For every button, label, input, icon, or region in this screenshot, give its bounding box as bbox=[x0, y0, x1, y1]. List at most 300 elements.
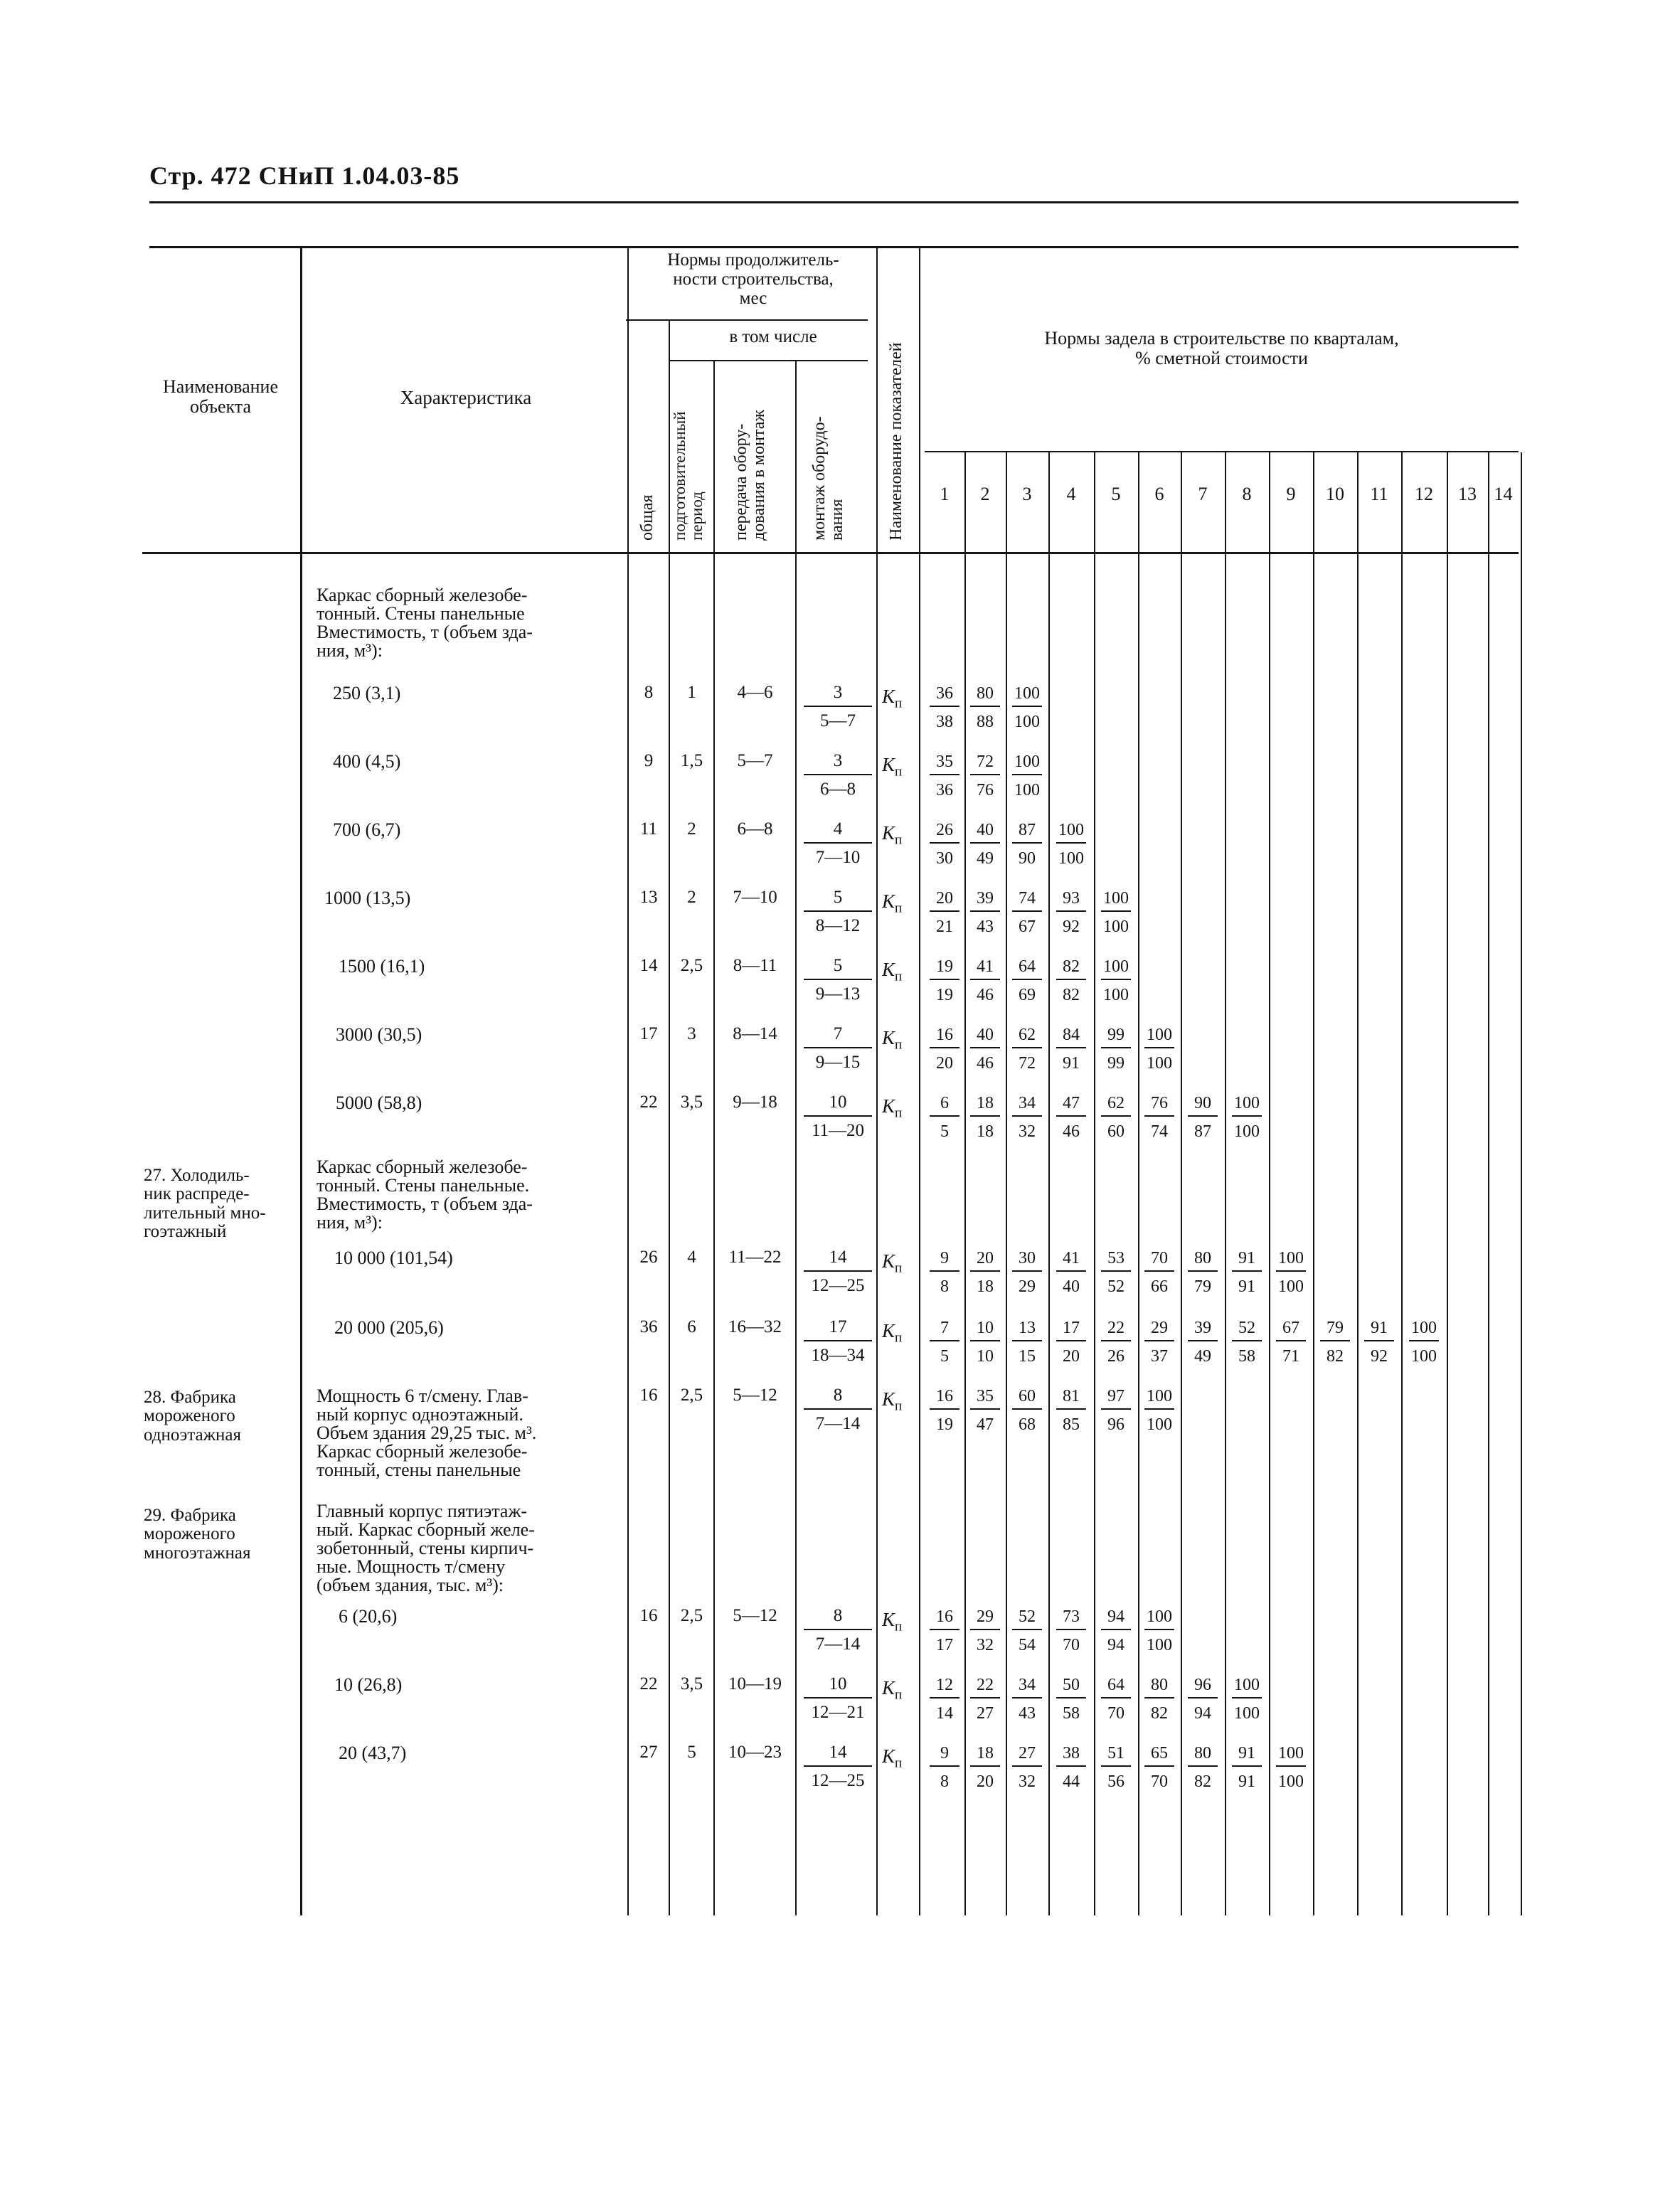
quarter-value-top: 100 bbox=[1276, 1744, 1306, 1767]
indicator-letter: К bbox=[882, 1095, 895, 1117]
quarter-value bbox=[1009, 957, 1045, 1005]
quarter-value-bottom: 19 bbox=[936, 986, 953, 1004]
quarter-value bbox=[1098, 1094, 1134, 1142]
quarter-value-top: 52 bbox=[1232, 1319, 1262, 1341]
quarter-value-bottom: 82 bbox=[1194, 1772, 1211, 1791]
quarter-value-top: 67 bbox=[1276, 1319, 1306, 1341]
quarter-col-divider bbox=[1138, 452, 1139, 1915]
quarter-value-top: 97 bbox=[1101, 1387, 1131, 1410]
quarter-value-top: 91 bbox=[1364, 1319, 1394, 1341]
header-total: общая bbox=[638, 494, 656, 541]
quarter-value-bottom: 79 bbox=[1194, 1277, 1211, 1296]
indicator-kp bbox=[882, 959, 902, 984]
total-duration: 26 bbox=[639, 1248, 658, 1267]
quarter-value-top: 39 bbox=[970, 889, 1000, 912]
quarter-value bbox=[1053, 1094, 1089, 1142]
quarter-value bbox=[1098, 1676, 1134, 1723]
quarter-value-top: 27 bbox=[1012, 1744, 1042, 1767]
prep-period: 3,5 bbox=[680, 1674, 703, 1694]
header-rule bbox=[149, 201, 1519, 203]
header-prep: подготовительный период bbox=[671, 411, 706, 541]
row-label: 20 000 (205,6) bbox=[334, 1317, 444, 1338]
transfer-period: 5—12 bbox=[733, 1386, 777, 1405]
quarter-number: 14 bbox=[1494, 484, 1513, 504]
quarter-value-bottom: 67 bbox=[1019, 918, 1036, 936]
quarter-number: 13 bbox=[1458, 484, 1477, 504]
quarter-value-bottom: 49 bbox=[1194, 1347, 1211, 1366]
total-duration: 9 bbox=[644, 751, 654, 770]
quarter-value-bottom: 8 bbox=[940, 1277, 949, 1296]
quarter-value bbox=[1098, 957, 1134, 1005]
col-divider-name bbox=[300, 248, 302, 1915]
quarter-value bbox=[1009, 1676, 1045, 1723]
quarter-value-top: 34 bbox=[1012, 1094, 1042, 1117]
install-bottom: 5—7 bbox=[820, 711, 856, 730]
total-duration: 22 bbox=[639, 1674, 658, 1694]
indicator-kp bbox=[882, 686, 902, 711]
quarter-value-top: 100 bbox=[1232, 1676, 1262, 1698]
quarter-value bbox=[1229, 1094, 1265, 1142]
quarter-value bbox=[1009, 1607, 1045, 1655]
quarter-number: 9 bbox=[1286, 484, 1296, 504]
install-top: 17 bbox=[804, 1317, 872, 1341]
quarter-number: 8 bbox=[1242, 484, 1252, 504]
quarter-value-top: 50 bbox=[1056, 1676, 1086, 1698]
quarter-value-top: 100 bbox=[1101, 889, 1131, 912]
quarter-value-bottom: 92 bbox=[1371, 1347, 1388, 1366]
indicator-subscript: п bbox=[894, 1398, 903, 1414]
quarter-value-top: 18 bbox=[970, 1744, 1000, 1767]
total-duration: 27 bbox=[639, 1743, 658, 1762]
quarter-value-top: 9 bbox=[930, 1744, 959, 1767]
indicator-letter: К bbox=[882, 1027, 895, 1048]
install-period bbox=[804, 1092, 872, 1141]
prep-period: 5 bbox=[687, 1743, 696, 1762]
section-29-name: 29. Фабрика мороженого многоэтажная bbox=[144, 1506, 251, 1563]
quarter-col-divider bbox=[1094, 452, 1095, 1915]
install-bottom: 7—14 bbox=[815, 1414, 861, 1433]
quarter-value-top: 65 bbox=[1144, 1744, 1174, 1767]
quarter-value-top: 93 bbox=[1056, 889, 1086, 912]
quarter-value-top: 40 bbox=[970, 1026, 1000, 1048]
indicator-subscript: п bbox=[894, 969, 903, 984]
install-bottom: 9—13 bbox=[815, 984, 861, 1004]
indicator-kp bbox=[882, 1609, 902, 1634]
row-label: 10 000 (101,54) bbox=[334, 1248, 453, 1268]
quarter-col-divider bbox=[1313, 452, 1314, 1915]
transfer-period: 8—11 bbox=[733, 956, 777, 975]
header-indicator: Наименование показателей bbox=[887, 342, 905, 541]
quarter-value-top: 26 bbox=[930, 821, 959, 844]
quarter-value-bottom: 100 bbox=[1103, 986, 1129, 1004]
quarter-number: 7 bbox=[1198, 484, 1208, 504]
indicator-letter: К bbox=[882, 686, 895, 707]
indicator-letter: К bbox=[882, 822, 895, 844]
quarter-value-top: 17 bbox=[1056, 1319, 1086, 1341]
install-top: 7 bbox=[804, 1024, 872, 1048]
total-duration: 14 bbox=[639, 956, 658, 975]
install-bottom: 11—20 bbox=[811, 1121, 865, 1140]
indicator-kp bbox=[882, 754, 902, 780]
quarter-value-bottom: 58 bbox=[1238, 1347, 1255, 1366]
prep-period: 4 bbox=[687, 1248, 696, 1267]
quarter-value bbox=[1009, 1026, 1045, 1073]
quarter-value-top: 100 bbox=[1012, 753, 1042, 775]
quarter-value-bottom: 88 bbox=[977, 713, 994, 731]
quarter-value bbox=[927, 1319, 962, 1366]
indicator-letter: К bbox=[882, 1388, 895, 1410]
quarter-number: 10 bbox=[1326, 484, 1344, 504]
prep-period: 2 bbox=[687, 819, 696, 839]
transfer-period: 5—12 bbox=[733, 1606, 777, 1625]
transfer-period: 11—22 bbox=[728, 1248, 782, 1267]
quarter-value-bottom: 47 bbox=[977, 1415, 994, 1434]
quarter-value bbox=[1053, 1026, 1089, 1073]
quarter-value-bottom: 91 bbox=[1063, 1054, 1080, 1073]
quarter-value bbox=[1406, 1319, 1442, 1366]
quarter-value-bottom: 100 bbox=[1014, 781, 1040, 799]
quarter-value-bottom: 85 bbox=[1063, 1415, 1080, 1434]
quarter-value-bottom: 14 bbox=[936, 1704, 953, 1723]
install-period bbox=[804, 1674, 872, 1723]
total-duration: 17 bbox=[639, 1024, 658, 1043]
quarter-value-top: 35 bbox=[930, 753, 959, 775]
install-top: 10 bbox=[804, 1092, 872, 1117]
quarter-value bbox=[967, 957, 1003, 1005]
quarter-col-divider bbox=[1521, 452, 1522, 1915]
transfer-period: 8—14 bbox=[733, 1024, 777, 1043]
quarter-value-bottom: 90 bbox=[1019, 849, 1036, 868]
quarter-value bbox=[967, 684, 1003, 732]
quarter-value bbox=[1142, 1387, 1177, 1435]
quarter-value-top: 94 bbox=[1101, 1607, 1131, 1630]
quarter-value-bottom: 5 bbox=[940, 1347, 949, 1366]
quarter-value-top: 74 bbox=[1012, 889, 1042, 912]
quarter-value-top: 72 bbox=[970, 753, 1000, 775]
quarter-value-bottom: 76 bbox=[977, 781, 994, 799]
row-label: 400 (4,5) bbox=[333, 751, 401, 772]
quarter-value-bottom: 91 bbox=[1238, 1277, 1255, 1296]
indicator-letter: К bbox=[882, 1745, 895, 1767]
quarter-col-divider bbox=[1401, 452, 1403, 1915]
quarters-rule bbox=[925, 451, 1519, 452]
incl-subrule bbox=[669, 360, 868, 361]
quarter-value-bottom: 99 bbox=[1107, 1054, 1125, 1073]
quarter-value-top: 34 bbox=[1012, 1676, 1042, 1698]
install-period bbox=[804, 1317, 872, 1366]
transfer-period: 6—8 bbox=[737, 819, 773, 839]
quarter-value bbox=[927, 957, 962, 1005]
indicator-kp bbox=[882, 891, 902, 916]
transfer-period: 10—19 bbox=[728, 1674, 782, 1694]
quarter-value bbox=[1009, 1319, 1045, 1366]
install-bottom: 9—15 bbox=[815, 1053, 861, 1072]
quarter-value-top: 100 bbox=[1056, 821, 1086, 844]
indicator-kp bbox=[882, 1388, 902, 1414]
quarter-value bbox=[1229, 1249, 1265, 1297]
quarter-value-top: 36 bbox=[930, 684, 959, 707]
quarter-value-bottom: 18 bbox=[977, 1122, 994, 1141]
quarter-value-bottom: 82 bbox=[1151, 1704, 1168, 1723]
quarter-col-divider bbox=[1488, 452, 1489, 1915]
row-label: 6 (20,6) bbox=[339, 1606, 398, 1627]
indicator-kp bbox=[882, 1320, 902, 1346]
quarter-value-top: 22 bbox=[1101, 1319, 1131, 1341]
install-period bbox=[804, 1248, 872, 1296]
quarter-value-bottom: 68 bbox=[1019, 1415, 1036, 1434]
indicator-subscript: п bbox=[894, 1330, 903, 1346]
quarter-value bbox=[1053, 1387, 1089, 1435]
quarter-value bbox=[1142, 1319, 1177, 1366]
install-top: 10 bbox=[804, 1674, 872, 1698]
quarter-value bbox=[967, 1744, 1003, 1792]
quarter-value bbox=[1009, 684, 1045, 732]
quarter-col-divider bbox=[1048, 452, 1050, 1915]
install-top: 4 bbox=[804, 819, 872, 844]
quarter-value-top: 82 bbox=[1056, 957, 1086, 980]
quarter-value-top: 81 bbox=[1056, 1387, 1086, 1410]
quarter-value-top: 76 bbox=[1144, 1094, 1174, 1117]
quarter-value-bottom: 21 bbox=[936, 918, 953, 936]
quarter-value-bottom: 20 bbox=[977, 1772, 994, 1791]
total-duration: 16 bbox=[639, 1606, 658, 1625]
prep-period: 2 bbox=[687, 888, 696, 907]
install-bottom: 8—12 bbox=[815, 916, 861, 935]
quarter-col-divider bbox=[1006, 452, 1007, 1915]
transfer-period: 9—18 bbox=[733, 1092, 777, 1112]
quarter-value-top: 80 bbox=[970, 684, 1000, 707]
indicator-kp bbox=[882, 1250, 902, 1276]
quarter-value bbox=[1009, 1387, 1045, 1435]
quarter-value-bottom: 46 bbox=[1063, 1122, 1080, 1141]
quarter-value-bottom: 70 bbox=[1151, 1772, 1168, 1791]
quarter-number: 6 bbox=[1154, 484, 1164, 504]
prep-period: 1 bbox=[687, 683, 696, 702]
quarter-value-top: 100 bbox=[1101, 957, 1131, 980]
quarter-value bbox=[1142, 1249, 1177, 1297]
indicator-kp bbox=[882, 1677, 902, 1703]
quarter-value-top: 91 bbox=[1232, 1249, 1262, 1272]
install-top: 14 bbox=[804, 1743, 872, 1767]
quarter-value-bottom: 94 bbox=[1194, 1704, 1211, 1723]
indicator-letter: К bbox=[882, 1320, 895, 1341]
quarter-value bbox=[1053, 889, 1089, 937]
quarter-value bbox=[967, 889, 1003, 937]
row-label: 10 (26,8) bbox=[334, 1674, 403, 1695]
quarter-value-bottom: 32 bbox=[1019, 1122, 1036, 1141]
total-duration: 36 bbox=[639, 1317, 658, 1336]
quarter-value bbox=[1009, 821, 1045, 868]
indicator-subscript: п bbox=[894, 900, 903, 916]
install-bottom: 12—21 bbox=[811, 1703, 865, 1722]
indicator-subscript: п bbox=[894, 696, 903, 711]
quarter-value-bottom: 46 bbox=[977, 986, 994, 1004]
quarter-value-bottom: 40 bbox=[1063, 1277, 1080, 1296]
quarter-value-top: 64 bbox=[1012, 957, 1042, 980]
install-top: 5 bbox=[804, 888, 872, 912]
quarter-value-bottom: 49 bbox=[977, 849, 994, 868]
quarter-value bbox=[1009, 1249, 1045, 1297]
quarter-value-top: 60 bbox=[1012, 1387, 1042, 1410]
table-header-bottom-rule bbox=[142, 552, 1519, 554]
quarter-value-bottom: 100 bbox=[1234, 1704, 1260, 1723]
header-backlog: Нормы задела в строительстве по кварталам, % сметной стоимости bbox=[1044, 328, 1399, 369]
quarter-value-top: 16 bbox=[930, 1387, 959, 1410]
quarter-value-bottom: 8 bbox=[940, 1772, 949, 1791]
quarter-value-bottom: 20 bbox=[936, 1054, 953, 1073]
quarter-value-bottom: 96 bbox=[1107, 1415, 1125, 1434]
quarter-value bbox=[967, 821, 1003, 868]
quarter-value-bottom: 100 bbox=[1103, 918, 1129, 936]
table-top-rule bbox=[149, 246, 1519, 248]
row-label: 250 (3,1) bbox=[333, 683, 401, 703]
install-top: 3 bbox=[804, 751, 872, 775]
prep-period: 2,5 bbox=[680, 1606, 703, 1625]
quarter-value-bottom: 10 bbox=[977, 1347, 994, 1366]
install-bottom: 18—34 bbox=[811, 1346, 865, 1365]
quarter-value bbox=[1098, 1319, 1134, 1366]
quarter-value-top: 29 bbox=[1144, 1319, 1174, 1341]
row-label: 700 (6,7) bbox=[333, 819, 401, 840]
prep-period: 2,5 bbox=[680, 956, 703, 975]
quarter-number: 5 bbox=[1111, 484, 1121, 504]
row-label: 20 (43,7) bbox=[339, 1743, 407, 1763]
install-top: 3 bbox=[804, 683, 872, 707]
row-label: 1500 (16,1) bbox=[339, 956, 425, 977]
quarter-value-bottom: 29 bbox=[1019, 1277, 1036, 1296]
install-period bbox=[804, 1743, 872, 1791]
quarter-value bbox=[1229, 1744, 1265, 1792]
quarter-value bbox=[1361, 1319, 1397, 1366]
quarter-value-bottom: 66 bbox=[1151, 1277, 1168, 1296]
quarter-value bbox=[967, 1676, 1003, 1723]
install-bottom: 7—14 bbox=[815, 1634, 861, 1654]
quarter-value-bottom: 15 bbox=[1019, 1347, 1036, 1366]
total-duration: 16 bbox=[639, 1386, 658, 1405]
install-top: 8 bbox=[804, 1606, 872, 1630]
quarter-value bbox=[927, 1094, 962, 1142]
col-divider-install bbox=[876, 248, 878, 1915]
quarter-value-top: 41 bbox=[1056, 1249, 1086, 1272]
quarter-value-bottom: 94 bbox=[1107, 1636, 1125, 1654]
indicator-subscript: п bbox=[894, 1755, 903, 1771]
quarter-value bbox=[1142, 1094, 1177, 1142]
quarter-value bbox=[1142, 1676, 1177, 1723]
quarter-number: 4 bbox=[1066, 484, 1076, 504]
quarter-value-bottom: 100 bbox=[1411, 1347, 1437, 1366]
indicator-letter: К bbox=[882, 891, 895, 912]
quarter-value-top: 100 bbox=[1276, 1249, 1306, 1272]
indicator-subscript: п bbox=[894, 1105, 903, 1121]
quarter-value-top: 16 bbox=[930, 1607, 959, 1630]
prep-period: 1,5 bbox=[680, 751, 703, 770]
quarter-value-top: 19 bbox=[930, 957, 959, 980]
quarter-value-top: 100 bbox=[1144, 1026, 1174, 1048]
section-28-characteristic: Мощность 6 т/смену. Глав- ный корпус одноэтажный. Объем здания 29,25 тыс. м³. Каркас сборный железобе- тонный, стены панельные bbox=[317, 1386, 537, 1480]
quarter-value-bottom: 43 bbox=[977, 918, 994, 936]
quarter-value-bottom: 26 bbox=[1107, 1347, 1125, 1366]
install-period bbox=[804, 683, 872, 731]
total-duration: 11 bbox=[639, 819, 658, 839]
quarter-value bbox=[1053, 1249, 1089, 1297]
quarter-value-bottom: 27 bbox=[977, 1704, 994, 1723]
quarter-value bbox=[1009, 1744, 1045, 1792]
header-name: Наименование объекта bbox=[163, 376, 278, 418]
quarter-value-bottom: 17 bbox=[936, 1636, 953, 1654]
quarter-value bbox=[1317, 1319, 1353, 1366]
install-bottom: 12—25 bbox=[811, 1771, 865, 1790]
section-29-characteristic: Главный корпус пятиэтаж- ный. Каркас сборный желе- зобетонный, стены кирпич- ные. Мощность т/смену (объем здания, тыс. м³): bbox=[317, 1501, 535, 1595]
header-install: монтаж оборудо- вания bbox=[810, 416, 847, 541]
quarter-value bbox=[1053, 1319, 1089, 1366]
quarter-value bbox=[1098, 1387, 1134, 1435]
quarter-value-bottom: 82 bbox=[1063, 986, 1080, 1004]
quarter-value-bottom: 82 bbox=[1327, 1347, 1344, 1366]
quarter-value-top: 100 bbox=[1144, 1607, 1174, 1630]
indicator-letter: К bbox=[882, 959, 895, 980]
quarter-value-bottom: 69 bbox=[1019, 986, 1036, 1004]
section-27-name: 27. Холодиль- ник распреде- лительный мно- гоэтажный bbox=[144, 1166, 266, 1241]
quarter-value-top: 39 bbox=[1188, 1319, 1218, 1341]
quarter-value-bottom: 58 bbox=[1063, 1704, 1080, 1723]
indicator-letter: К bbox=[882, 1609, 895, 1630]
quarter-value-top: 99 bbox=[1101, 1026, 1131, 1048]
quarter-value-bottom: 32 bbox=[1019, 1772, 1036, 1791]
quarter-col-divider bbox=[1269, 452, 1270, 1915]
quarter-value bbox=[1009, 753, 1045, 800]
quarter-value-top: 35 bbox=[970, 1387, 1000, 1410]
quarter-value-top: 64 bbox=[1101, 1676, 1131, 1698]
quarter-value-top: 96 bbox=[1188, 1676, 1218, 1698]
quarter-value-top: 80 bbox=[1144, 1676, 1174, 1698]
quarter-value bbox=[927, 1387, 962, 1435]
quarter-number: 2 bbox=[980, 484, 990, 504]
transfer-period: 7—10 bbox=[733, 888, 777, 907]
quarter-value-top: 30 bbox=[1012, 1249, 1042, 1272]
quarter-value-bottom: 43 bbox=[1019, 1704, 1036, 1723]
quarter-value-bottom: 32 bbox=[977, 1636, 994, 1654]
indicator-subscript: п bbox=[894, 1619, 903, 1634]
quarter-value bbox=[1185, 1676, 1221, 1723]
install-top: 14 bbox=[804, 1248, 872, 1272]
quarter-value bbox=[1098, 1026, 1134, 1073]
quarter-value-top: 13 bbox=[1012, 1319, 1042, 1341]
quarter-value-top: 84 bbox=[1056, 1026, 1086, 1048]
quarter-value-top: 6 bbox=[930, 1094, 959, 1117]
install-top: 8 bbox=[804, 1386, 872, 1410]
quarter-value-bottom: 30 bbox=[936, 849, 953, 868]
quarter-value-top: 41 bbox=[970, 957, 1000, 980]
quarter-value-bottom: 38 bbox=[936, 713, 953, 731]
install-period bbox=[804, 1024, 872, 1073]
quarter-value bbox=[1053, 821, 1089, 868]
quarter-value-top: 62 bbox=[1012, 1026, 1042, 1048]
indicator-subscript: п bbox=[894, 1037, 903, 1053]
quarter-value-bottom: 87 bbox=[1194, 1122, 1211, 1141]
quarter-value bbox=[927, 889, 962, 937]
quarter-value-top: 9 bbox=[930, 1249, 959, 1272]
quarter-value bbox=[1053, 1744, 1089, 1792]
col-divider-transfer bbox=[795, 361, 797, 1915]
quarter-value-bottom: 100 bbox=[1014, 713, 1040, 731]
quarter-value bbox=[1009, 1094, 1045, 1142]
indicator-letter: К bbox=[882, 1677, 895, 1698]
quarter-value-top: 38 bbox=[1056, 1744, 1086, 1767]
quarter-value-bottom: 70 bbox=[1107, 1704, 1125, 1723]
quarter-value-top: 18 bbox=[970, 1094, 1000, 1117]
quarter-value bbox=[1273, 1249, 1309, 1297]
quarter-value bbox=[967, 1387, 1003, 1435]
